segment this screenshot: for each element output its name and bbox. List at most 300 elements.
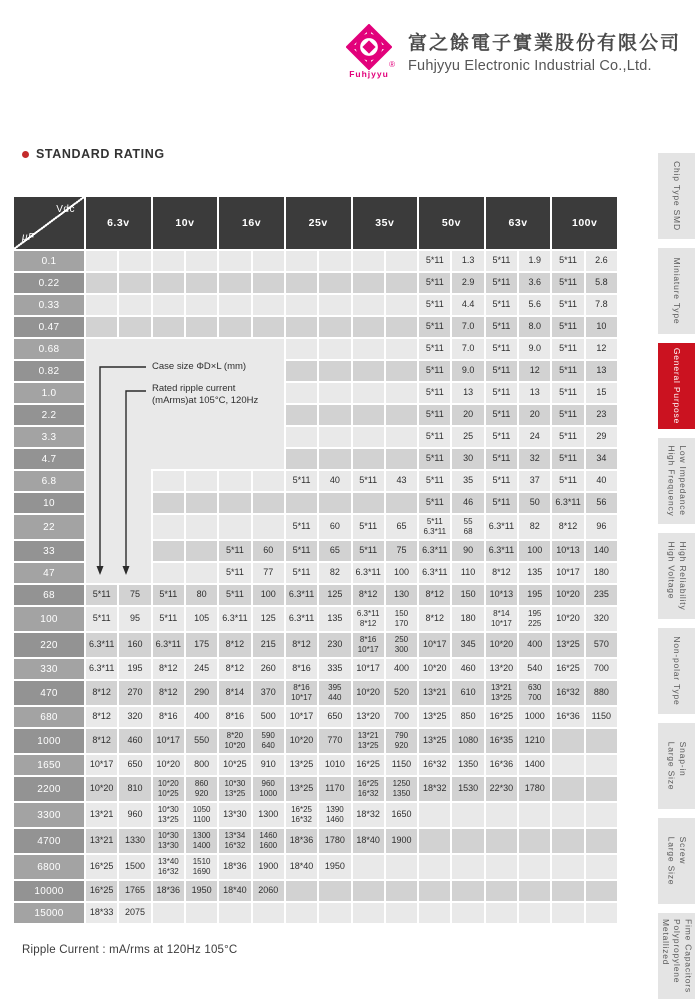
sidebar-tabs xyxy=(658,153,695,999)
current-cell: 590 640 xyxy=(252,728,285,754)
blank-case-cell xyxy=(485,802,518,828)
row-label: 0.47 xyxy=(13,316,85,338)
case-cell: 8*12 xyxy=(85,728,118,754)
sidebar-tab-general-purpose[interactable] xyxy=(658,343,695,429)
case-cell: 5*11 xyxy=(285,470,318,492)
current-cell: 65 xyxy=(318,540,351,562)
table-row xyxy=(13,272,618,294)
row-label: 3.3 xyxy=(13,426,85,448)
merged-gap-cell xyxy=(85,470,152,492)
company-name-zh: 富之餘電子實業股份有限公司 xyxy=(408,33,682,54)
current-cell: 180 xyxy=(451,606,484,632)
row-label: 2200 xyxy=(13,776,85,802)
case-cell: 16*25 xyxy=(485,706,518,728)
current-cell: 1250 1350 xyxy=(385,776,418,802)
case-cell: 6.3*11 xyxy=(551,492,584,514)
blank-case-cell xyxy=(551,754,584,776)
voltage-header: 25v xyxy=(285,196,352,250)
case-cell: 18*36 xyxy=(285,828,318,854)
blank-case-cell xyxy=(352,404,385,426)
annotation-case-size: Case size ΦD×L (mm) xyxy=(152,361,247,372)
blank-case-cell xyxy=(352,250,385,272)
voltage-header: 63v xyxy=(485,196,552,250)
case-cell: 13*25 xyxy=(418,728,451,754)
blank-current-cell xyxy=(318,492,351,514)
merged-gap-cell xyxy=(85,540,152,562)
sidebar-tab-miniature-type[interactable] xyxy=(658,248,695,334)
current-cell: 13 xyxy=(518,382,551,404)
case-cell: 13*25 xyxy=(551,632,584,658)
current-cell: 335 xyxy=(318,658,351,680)
current-cell: 1080 xyxy=(451,728,484,754)
section-title-text: STANDARD RATING xyxy=(36,147,165,161)
merged-gap-cell xyxy=(152,382,219,404)
case-cell: 16*35 xyxy=(485,728,518,754)
blank-current-cell xyxy=(451,854,484,880)
corner-vdc-label: Vdc xyxy=(56,204,75,215)
table-row xyxy=(13,632,618,658)
current-cell: 570 xyxy=(585,632,618,658)
current-cell: 460 xyxy=(451,658,484,680)
sidebar-tab-label: High Voltage High Reliability xyxy=(666,541,688,611)
blank-current-cell xyxy=(385,382,418,404)
current-cell: 1530 xyxy=(451,776,484,802)
blank-current-cell xyxy=(185,294,218,316)
merged-gap-cell xyxy=(85,448,152,470)
current-cell: 150 170 xyxy=(385,606,418,632)
current-cell: 700 xyxy=(385,706,418,728)
blank-current-cell xyxy=(318,250,351,272)
case-cell: 13*20 xyxy=(352,706,385,728)
case-cell: 6.3*11 xyxy=(485,540,518,562)
blank-case-cell xyxy=(85,250,118,272)
blank-case-cell xyxy=(352,426,385,448)
blank-current-cell xyxy=(585,776,618,802)
current-cell: 1150 xyxy=(385,754,418,776)
merged-gap-cell xyxy=(152,338,219,360)
case-cell: 16*25 16*32 xyxy=(285,802,318,828)
blank-case-cell xyxy=(418,902,451,924)
row-label: 3300 xyxy=(13,802,85,828)
annotation-ripple-line1: Rated ripple current xyxy=(152,383,236,394)
case-cell: 6.3*11 xyxy=(85,658,118,680)
sidebar-tab-large-size-snap-in[interactable] xyxy=(658,723,695,809)
blank-case-cell xyxy=(485,854,518,880)
current-cell: 9.0 xyxy=(518,338,551,360)
blank-current-cell xyxy=(252,250,285,272)
current-cell: 105 xyxy=(185,606,218,632)
case-cell: 6.3*11 xyxy=(418,562,451,584)
case-cell: 13*25 xyxy=(418,706,451,728)
table-row xyxy=(13,754,618,776)
case-cell: 5*11 xyxy=(85,584,118,606)
case-cell: 5*11 xyxy=(418,360,451,382)
merged-gap-cell xyxy=(218,426,285,448)
table-row xyxy=(13,802,618,828)
table-row xyxy=(13,426,618,448)
case-cell: 18*40 xyxy=(285,854,318,880)
row-label: 0.82 xyxy=(13,360,85,382)
current-cell: 1780 xyxy=(518,776,551,802)
current-cell: 790 920 xyxy=(385,728,418,754)
blank-case-cell xyxy=(152,294,185,316)
case-cell: 8*12 xyxy=(551,514,584,540)
current-cell: 1.3 xyxy=(451,250,484,272)
sidebar-tab-label: Non-polar Type xyxy=(672,636,683,706)
current-cell: 135 xyxy=(518,562,551,584)
current-cell: 2060 xyxy=(252,880,285,902)
current-cell: 65 xyxy=(385,514,418,540)
case-cell: 10*20 xyxy=(352,680,385,706)
current-cell: 540 xyxy=(518,658,551,680)
blank-case-cell xyxy=(285,902,318,924)
case-cell: 8*12 xyxy=(485,562,518,584)
row-label: 100 xyxy=(13,606,85,632)
case-cell: 18*32 xyxy=(418,776,451,802)
case-cell: 5*11 xyxy=(418,448,451,470)
case-cell: 10*30 13*30 xyxy=(152,828,185,854)
current-cell: 395 440 xyxy=(318,680,351,706)
row-label: 1650 xyxy=(13,754,85,776)
current-cell: 1010 xyxy=(318,754,351,776)
table-row xyxy=(13,680,618,706)
current-cell: 400 xyxy=(185,706,218,728)
table-row xyxy=(13,338,618,360)
current-cell: 20 xyxy=(518,404,551,426)
current-cell: 37 xyxy=(518,470,551,492)
case-cell: 5*11 xyxy=(418,338,451,360)
case-cell: 16*36 xyxy=(551,706,584,728)
blank-case-cell xyxy=(152,250,185,272)
case-cell: 6.3*11 xyxy=(218,606,251,632)
case-cell: 8*12 xyxy=(285,632,318,658)
blank-current-cell xyxy=(118,316,151,338)
blank-current-cell xyxy=(385,250,418,272)
blank-case-cell xyxy=(152,562,185,584)
case-cell: 16*32 xyxy=(418,754,451,776)
case-cell: 5*11 xyxy=(285,514,318,540)
blank-case-cell xyxy=(352,316,385,338)
blank-current-cell xyxy=(385,338,418,360)
blank-case-cell xyxy=(285,382,318,404)
blank-current-cell xyxy=(185,250,218,272)
case-cell: 5*11 xyxy=(485,250,518,272)
case-cell: 5*11 xyxy=(485,272,518,294)
current-cell: 50 xyxy=(518,492,551,514)
current-cell: 46 xyxy=(451,492,484,514)
case-cell: 16*25 16*32 xyxy=(352,776,385,802)
case-cell: 5*11 xyxy=(485,338,518,360)
row-label: 1.0 xyxy=(13,382,85,404)
blank-current-cell xyxy=(252,316,285,338)
case-cell: 5*11 xyxy=(485,492,518,514)
blank-case-cell xyxy=(551,854,584,880)
current-cell: 125 xyxy=(252,606,285,632)
blank-case-cell xyxy=(352,880,385,902)
blank-current-cell xyxy=(385,880,418,902)
merged-gap-cell xyxy=(85,382,152,404)
blank-case-cell xyxy=(218,902,251,924)
case-cell: 18*40 xyxy=(352,828,385,854)
header-row xyxy=(13,196,618,250)
blank-current-cell xyxy=(185,470,218,492)
case-cell: 5*11 xyxy=(551,426,584,448)
current-cell: 400 xyxy=(518,632,551,658)
sidebar-tab-high-frequency-low-impedance[interactable] xyxy=(658,438,695,524)
current-cell: 96 xyxy=(585,514,618,540)
current-cell: 960 1000 xyxy=(252,776,285,802)
table-row xyxy=(13,562,618,584)
case-cell: 5*11 xyxy=(551,316,584,338)
blank-current-cell xyxy=(585,880,618,902)
current-cell: 15 xyxy=(585,382,618,404)
blank-case-cell xyxy=(285,404,318,426)
merged-gap-cell xyxy=(218,448,285,470)
blank-current-cell xyxy=(451,802,484,828)
current-cell: 650 xyxy=(118,754,151,776)
blank-current-cell xyxy=(318,316,351,338)
blank-current-cell xyxy=(185,316,218,338)
current-cell: 195 225 xyxy=(518,606,551,632)
row-label: 220 xyxy=(13,632,85,658)
merged-gap-cell xyxy=(218,382,285,404)
blank-current-cell xyxy=(318,880,351,902)
case-cell: 5*11 xyxy=(418,272,451,294)
current-cell: 55 68 xyxy=(451,514,484,540)
blank-case-cell xyxy=(152,540,185,562)
blank-current-cell xyxy=(385,404,418,426)
merged-gap-cell xyxy=(85,492,152,514)
table-row xyxy=(13,448,618,470)
sidebar-tab-non-polar-type[interactable] xyxy=(658,628,695,714)
current-cell: 1900 xyxy=(252,854,285,880)
voltage-header: 6.3v xyxy=(85,196,152,250)
case-cell: 8*20 10*20 xyxy=(218,728,251,754)
table-row xyxy=(13,316,618,338)
blank-current-cell xyxy=(385,272,418,294)
case-cell: 8*12 xyxy=(418,606,451,632)
blank-current-cell xyxy=(118,250,151,272)
row-label: 0.33 xyxy=(13,294,85,316)
blank-case-cell xyxy=(152,514,185,540)
current-cell: 1950 xyxy=(185,880,218,902)
case-cell: 13*20 xyxy=(485,658,518,680)
case-cell: 13*34 16*32 xyxy=(218,828,251,854)
row-label: 4700 xyxy=(13,828,85,854)
table-row xyxy=(13,514,618,540)
case-cell: 6.3*11 8*12 xyxy=(352,606,385,632)
case-cell: 10*17 xyxy=(352,658,385,680)
blank-current-cell xyxy=(385,426,418,448)
current-cell: 125 xyxy=(318,584,351,606)
case-cell: 10*17 xyxy=(418,632,451,658)
current-cell: 160 xyxy=(118,632,151,658)
current-cell: 215 xyxy=(252,632,285,658)
case-cell: 5*11 xyxy=(418,492,451,514)
case-cell: 10*20 xyxy=(551,584,584,606)
case-cell: 16*25 xyxy=(85,854,118,880)
current-cell: 195 xyxy=(118,658,151,680)
blank-current-cell xyxy=(318,448,351,470)
current-cell: 250 300 xyxy=(385,632,418,658)
sidebar-tab-large-size-screw[interactable] xyxy=(658,818,695,904)
blank-current-cell xyxy=(252,902,285,924)
blank-current-cell xyxy=(185,562,218,584)
current-cell: 29 xyxy=(585,426,618,448)
case-cell: 10*17 xyxy=(285,706,318,728)
current-cell: 290 xyxy=(185,680,218,706)
sidebar-tab-label: High Frequency Low Impedance xyxy=(666,445,688,517)
merged-gap-cell xyxy=(85,338,152,360)
current-cell: 1150 xyxy=(585,706,618,728)
case-cell: 8*14 10*17 xyxy=(485,606,518,632)
row-label: 15000 xyxy=(13,902,85,924)
blank-case-cell xyxy=(285,338,318,360)
case-cell: 5*11 xyxy=(551,294,584,316)
case-cell: 5*11 xyxy=(418,294,451,316)
annotation-ripple-line2: (mArms)at 105°C, 120Hz xyxy=(152,395,259,407)
blank-current-cell xyxy=(318,272,351,294)
current-cell: 82 xyxy=(318,562,351,584)
current-cell: 56 xyxy=(585,492,618,514)
blank-current-cell xyxy=(585,728,618,754)
blank-current-cell xyxy=(118,272,151,294)
company-name-en: Fuhjyyu Electronic Industrial Co.,Ltd. xyxy=(408,58,652,74)
case-cell: 6.3*11 xyxy=(285,584,318,606)
case-cell: 5*11 xyxy=(551,470,584,492)
blank-case-cell xyxy=(285,272,318,294)
case-cell: 5*11 xyxy=(218,540,251,562)
blank-current-cell xyxy=(451,902,484,924)
table-row xyxy=(13,540,618,562)
blank-case-cell xyxy=(152,470,185,492)
blank-case-cell xyxy=(285,316,318,338)
case-cell: 10*20 xyxy=(152,754,185,776)
merged-gap-cell xyxy=(85,360,152,382)
blank-current-cell xyxy=(252,492,285,514)
case-cell: 5*11 xyxy=(485,448,518,470)
current-cell: 880 xyxy=(585,680,618,706)
case-cell: 5*11 xyxy=(418,470,451,492)
blank-current-cell xyxy=(185,272,218,294)
current-cell: 1650 xyxy=(385,802,418,828)
case-cell: 5*11 xyxy=(551,250,584,272)
case-cell: 5*11 xyxy=(418,426,451,448)
sidebar-tab-chip-type-smd[interactable] xyxy=(658,153,695,239)
case-cell: 8*12 xyxy=(352,584,385,606)
case-cell: 10*30 13*25 xyxy=(218,776,251,802)
table-row xyxy=(13,706,618,728)
corner-uf-label: μF xyxy=(22,232,35,243)
case-cell: 16*25 xyxy=(352,754,385,776)
current-cell: 650 xyxy=(318,706,351,728)
current-cell: 1350 xyxy=(451,754,484,776)
blank-case-cell xyxy=(152,316,185,338)
current-cell: 195 xyxy=(518,584,551,606)
case-cell: 5*11 xyxy=(352,540,385,562)
blank-current-cell xyxy=(185,540,218,562)
case-cell: 10*20 xyxy=(551,606,584,632)
current-cell: 345 xyxy=(451,632,484,658)
case-cell: 5*11 xyxy=(485,360,518,382)
blank-current-cell xyxy=(385,902,418,924)
blank-current-cell xyxy=(252,514,285,540)
row-label: 47 xyxy=(13,562,85,584)
blank-current-cell xyxy=(385,448,418,470)
current-cell: 245 xyxy=(185,658,218,680)
ripple-current-note: Ripple Current : mA/rms at 120Hz 105°C xyxy=(22,944,238,956)
blank-case-cell xyxy=(352,902,385,924)
blank-current-cell xyxy=(318,338,351,360)
blank-current-cell xyxy=(518,902,551,924)
current-cell: 32 xyxy=(518,448,551,470)
sidebar-tab-label: Miniature Type xyxy=(672,257,683,325)
case-cell: 5*11 xyxy=(285,540,318,562)
case-cell: 5*11 xyxy=(485,294,518,316)
merged-gap-cell xyxy=(85,426,152,448)
current-cell: 800 xyxy=(185,754,218,776)
current-cell: 35 xyxy=(451,470,484,492)
blank-current-cell xyxy=(385,360,418,382)
case-cell: 8*12 xyxy=(85,680,118,706)
current-cell: 1765 xyxy=(118,880,151,902)
current-cell: 3.6 xyxy=(518,272,551,294)
current-cell: 7.8 xyxy=(585,294,618,316)
table-row xyxy=(13,404,618,426)
case-cell: 22*30 xyxy=(485,776,518,802)
case-cell: 18*36 xyxy=(152,880,185,902)
current-cell: 12 xyxy=(585,338,618,360)
blank-case-cell xyxy=(551,902,584,924)
sidebar-tab-metallized-polypropylene-fime-capacitors[interactable] xyxy=(658,913,695,999)
blank-current-cell xyxy=(185,902,218,924)
current-cell: 1050 1100 xyxy=(185,802,218,828)
table-row xyxy=(13,902,618,924)
current-cell: 100 xyxy=(252,584,285,606)
fuhjyyu-logo-icon xyxy=(346,24,392,70)
case-cell: 10*20 xyxy=(285,728,318,754)
case-cell: 16*25 xyxy=(85,880,118,902)
current-cell: 34 xyxy=(585,448,618,470)
current-cell: 7.0 xyxy=(451,338,484,360)
blank-case-cell xyxy=(551,828,584,854)
blank-current-cell xyxy=(585,854,618,880)
row-label: 2.2 xyxy=(13,404,85,426)
case-cell: 5*11 xyxy=(551,272,584,294)
current-cell: 110 xyxy=(451,562,484,584)
current-cell: 30 xyxy=(451,448,484,470)
current-cell: 12 xyxy=(518,360,551,382)
blank-case-cell xyxy=(352,382,385,404)
current-cell: 1780 xyxy=(318,828,351,854)
case-cell: 8*16 xyxy=(218,706,251,728)
blank-case-cell xyxy=(285,360,318,382)
row-label: 10 xyxy=(13,492,85,514)
blank-case-cell xyxy=(418,828,451,854)
blank-case-cell xyxy=(218,492,251,514)
blank-case-cell xyxy=(285,492,318,514)
sidebar-tab-label: Large Size Snap-in xyxy=(666,741,688,791)
case-cell: 13*21 xyxy=(418,680,451,706)
blank-current-cell xyxy=(318,382,351,404)
case-cell: 13*21 xyxy=(85,828,118,854)
brand-header xyxy=(343,24,681,79)
sidebar-tab-high-voltage-high-reliability[interactable] xyxy=(658,533,695,619)
blank-case-cell xyxy=(352,360,385,382)
row-label: 10000 xyxy=(13,880,85,902)
current-cell: 1390 1460 xyxy=(318,802,351,828)
blank-current-cell xyxy=(252,470,285,492)
